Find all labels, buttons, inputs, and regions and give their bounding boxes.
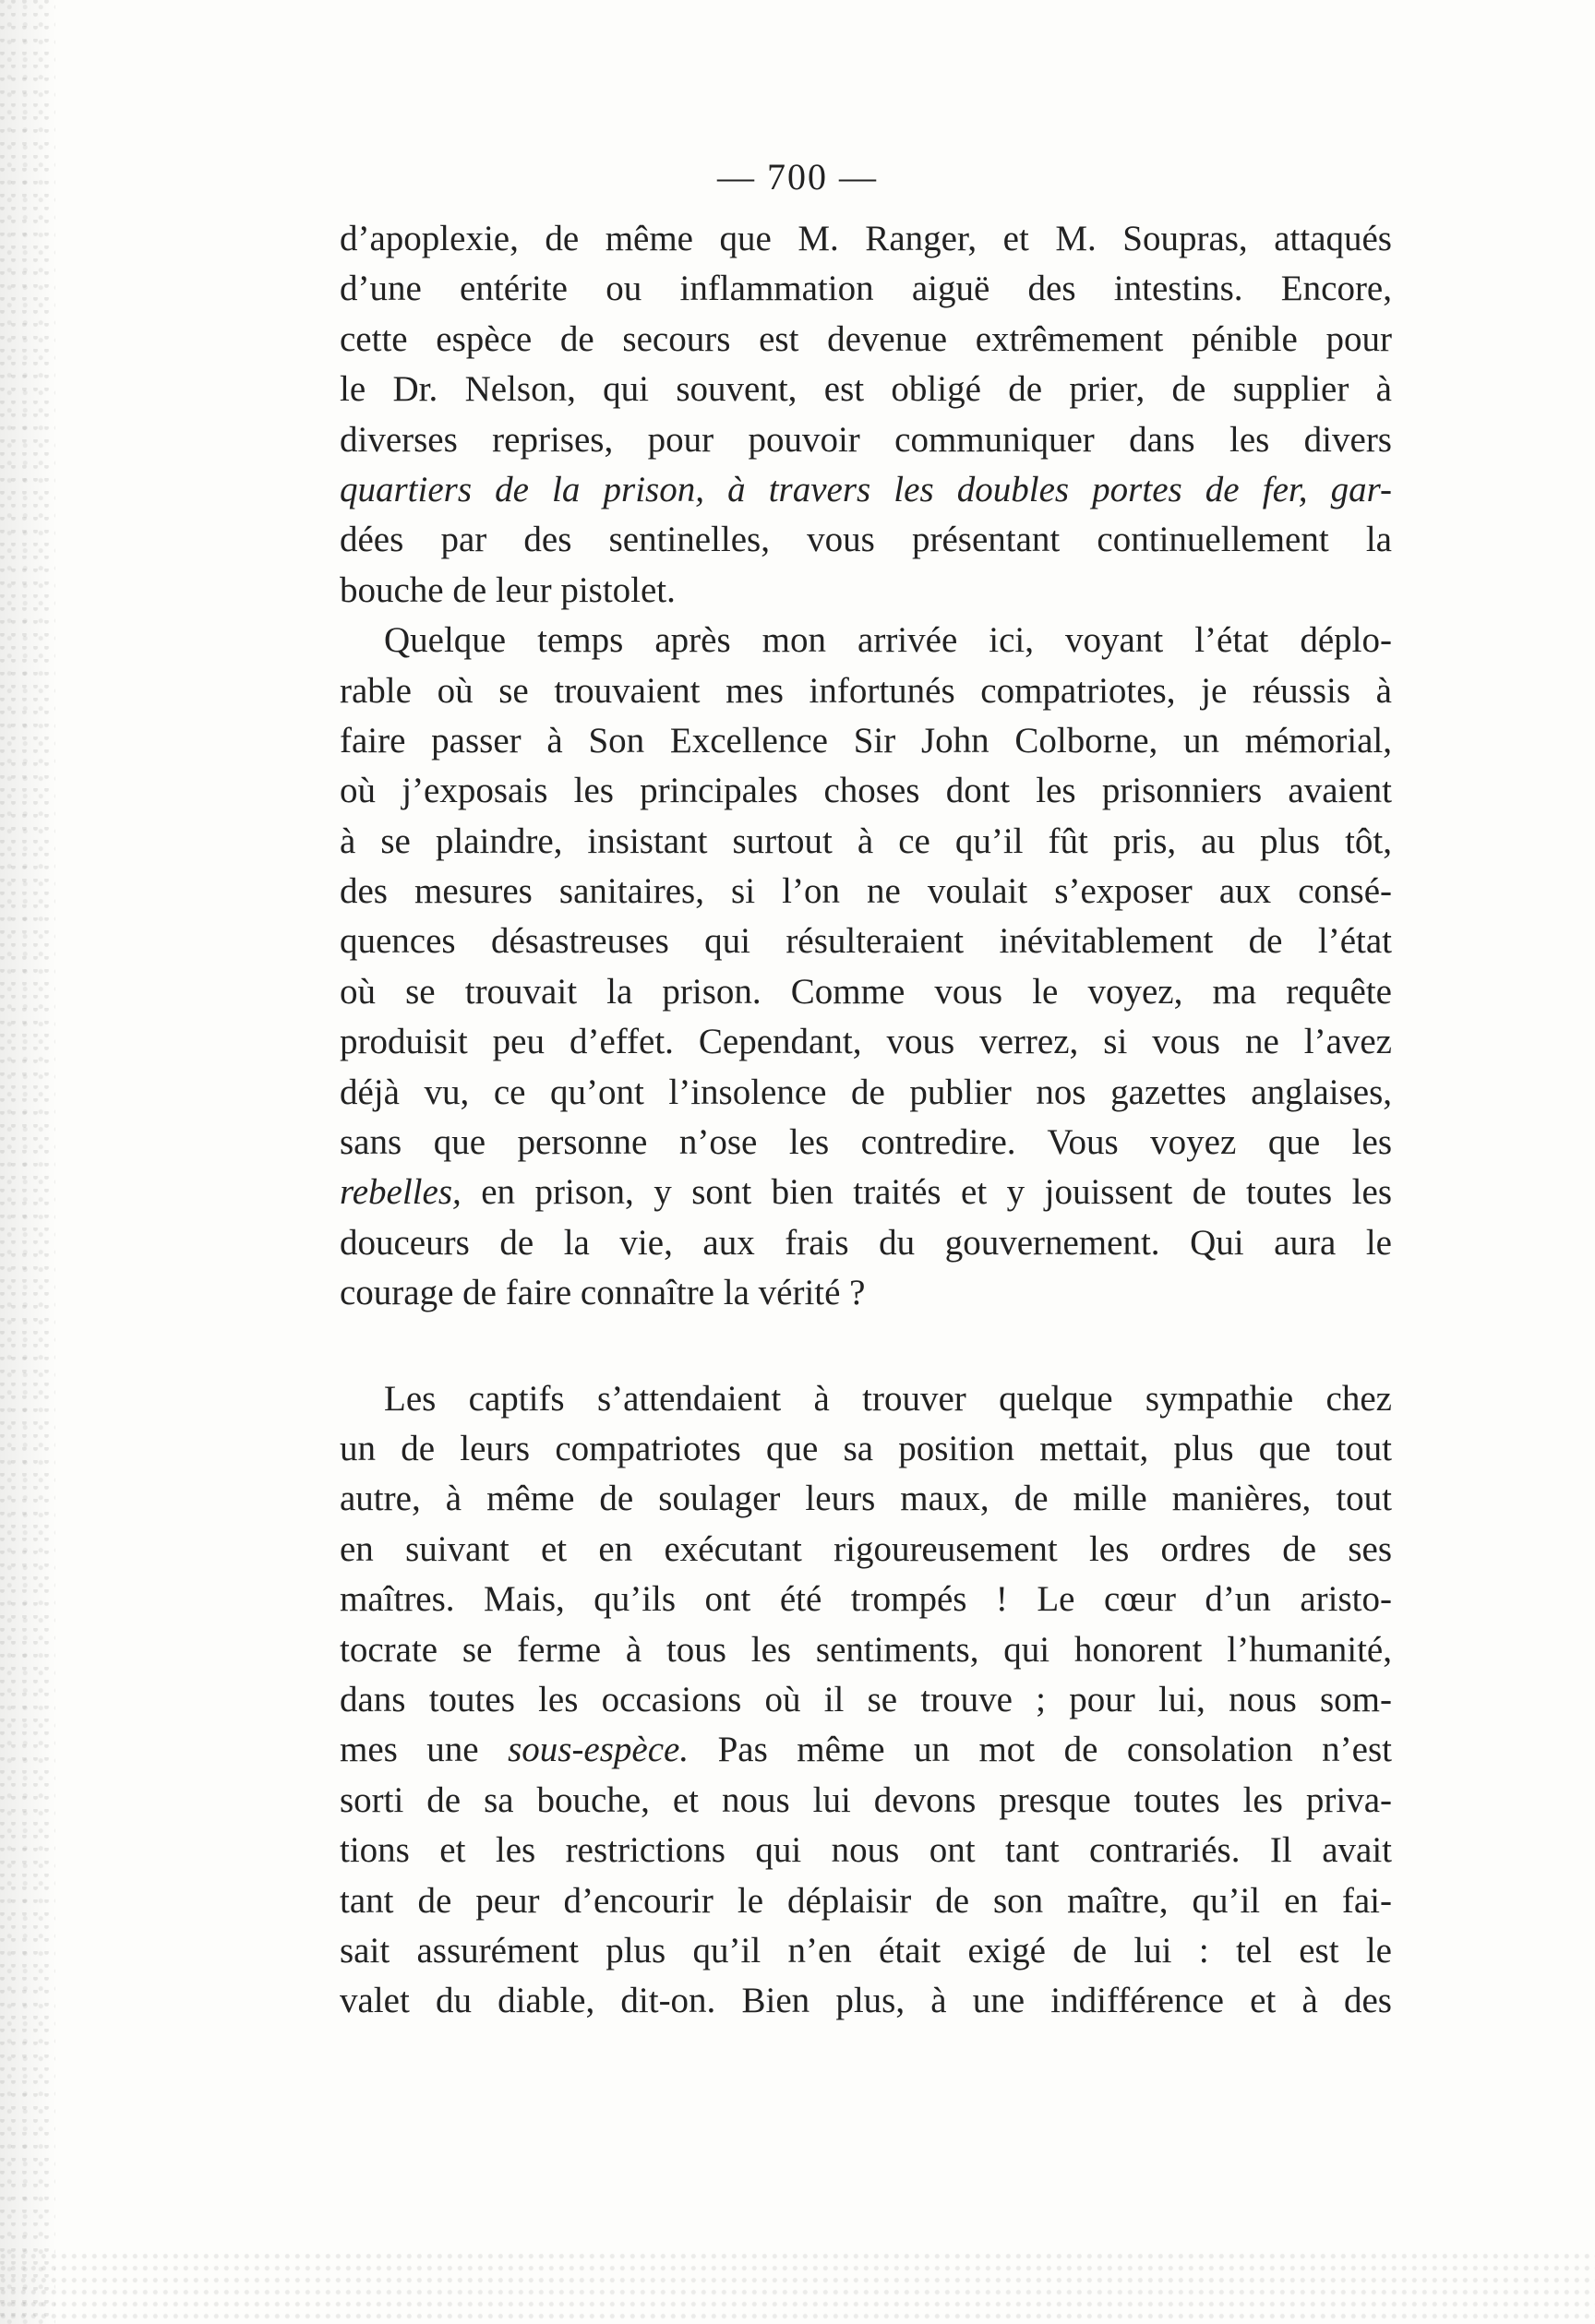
- text-line: Les captifs s’attendaient à trouver quelque sympathie chez: [384, 1378, 1392, 1419]
- paragraph-gap: [340, 1319, 1392, 1374]
- scan-noise-left: [0, 0, 55, 2324]
- text-line: rable où se trouvaient mes infortunés compatriotes, je réussis à: [340, 670, 1392, 711]
- text-line: dans toutes les occasions où il se trouve ; pour lui, nous som-: [340, 1679, 1392, 1719]
- text-line: produisit peu d’effet. Cependant, vous verrez, si vous ne l’avez: [340, 1022, 1392, 1062]
- text-line: où se trouvait la prison. Comme vous le voyez, ma requête: [340, 971, 1392, 1012]
- text-line: à se plaindre, insistant surtout à ce qu’il fût pris, au plus tôt,: [340, 821, 1392, 861]
- text-line: des mesures sanitaires, si l’on ne voulait s’exposer aux consé-: [340, 871, 1392, 912]
- page-number: — 700 —: [717, 156, 878, 198]
- text-line: le Dr. Nelson, qui souvent, est obligé de prier, de supplier à: [340, 369, 1392, 410]
- text-line: tant de peur d’encourir le déplaisir de son maître, qu’il en fai-: [340, 1880, 1392, 1921]
- text-line: cette espèce de secours est devenue extrêmement pénible pour: [340, 318, 1392, 359]
- body-text: [340, 214, 1392, 2027]
- text-line: d’apoplexie, de même que M. Ranger, et M. Soupras, attaqués: [340, 219, 1392, 258]
- scan-noise-bottom: [0, 2250, 1595, 2324]
- paragraph-1: [340, 214, 1392, 616]
- text-line: quences désastreuses qui résulteraient inévitablement de l’état: [340, 921, 1392, 962]
- text-line: diverses reprises, pour pouvoir communiquer dans les divers: [340, 419, 1392, 460]
- text-line: en suivant et en exécutant rigoureusement les ordres de ses: [340, 1528, 1392, 1569]
- text-line: courage de faire connaître la vérité ?: [340, 1273, 866, 1313]
- text-line: sans que personne n’ose les contredire. Vous voyez que les: [340, 1122, 1392, 1163]
- text-line: tocrate se ferme à tous les sentiments, qui honorent l’humanité,: [340, 1629, 1392, 1670]
- text-line: déjà vu, ce qu’ont l’insolence de publier nos gazettes anglaises,: [340, 1072, 1392, 1112]
- text-line: mes une sous-espèce. Pas même un mot de consolation n’est: [340, 1730, 1392, 1770]
- text-line: maîtres. Mais, qu’ils ont été trompés ! Le cœur d’un aristo-: [340, 1579, 1392, 1620]
- text-line: faire passer à Son Excellence Sir John Colborne, un mémorial,: [340, 720, 1392, 761]
- text-line: sait assurément plus qu’il n’en était exigé de lui : tel est le: [340, 1930, 1392, 1971]
- text-line: où j’exposais les principales choses dont les prisonniers avaient: [340, 771, 1392, 811]
- text-line: autre, à même de soulager leurs maux, de mille manières, tout: [340, 1479, 1392, 1519]
- text-line: Quelque temps après mon arrivée ici, voyant l’état déplo-: [384, 620, 1392, 661]
- paragraph-2: [340, 616, 1392, 1318]
- text-line: bouche de leur pistolet.: [340, 569, 676, 610]
- paragraph-3: [340, 1374, 1392, 2027]
- text-line: douceurs de la vie, aux frais du gouvernement. Qui aura le: [340, 1222, 1392, 1263]
- italic-phrase: quartiers de la prison, à travers les doubles portes de fer, gar-: [340, 469, 1392, 509]
- text-line: valet du diable, dit-on. Bien plus, à une indifférence et à des: [340, 1981, 1392, 2021]
- italic-phrase: rebelles,: [340, 1172, 462, 1213]
- text-line-italic: [340, 465, 1392, 515]
- text-line: sorti de sa bouche, et nous lui devons presque toutes les priva-: [340, 1779, 1392, 1820]
- italic-phrase: sous-espèce.: [508, 1730, 690, 1770]
- text-line: tions et les restrictions qui nous ont tant contrariés. Il avait: [340, 1830, 1392, 1871]
- text-line: rebelles, en prison, y sont bien traités et y jouissent de toutes les: [340, 1172, 1392, 1213]
- text-line: dées par des sentinelles, vous présentant continuellement la: [340, 520, 1392, 560]
- text-line: d’une entérite ou inflammation aiguë des intestins. Encore,: [340, 269, 1392, 309]
- text-line: un de leurs compatriotes que sa position mettait, plus que tout: [340, 1428, 1392, 1468]
